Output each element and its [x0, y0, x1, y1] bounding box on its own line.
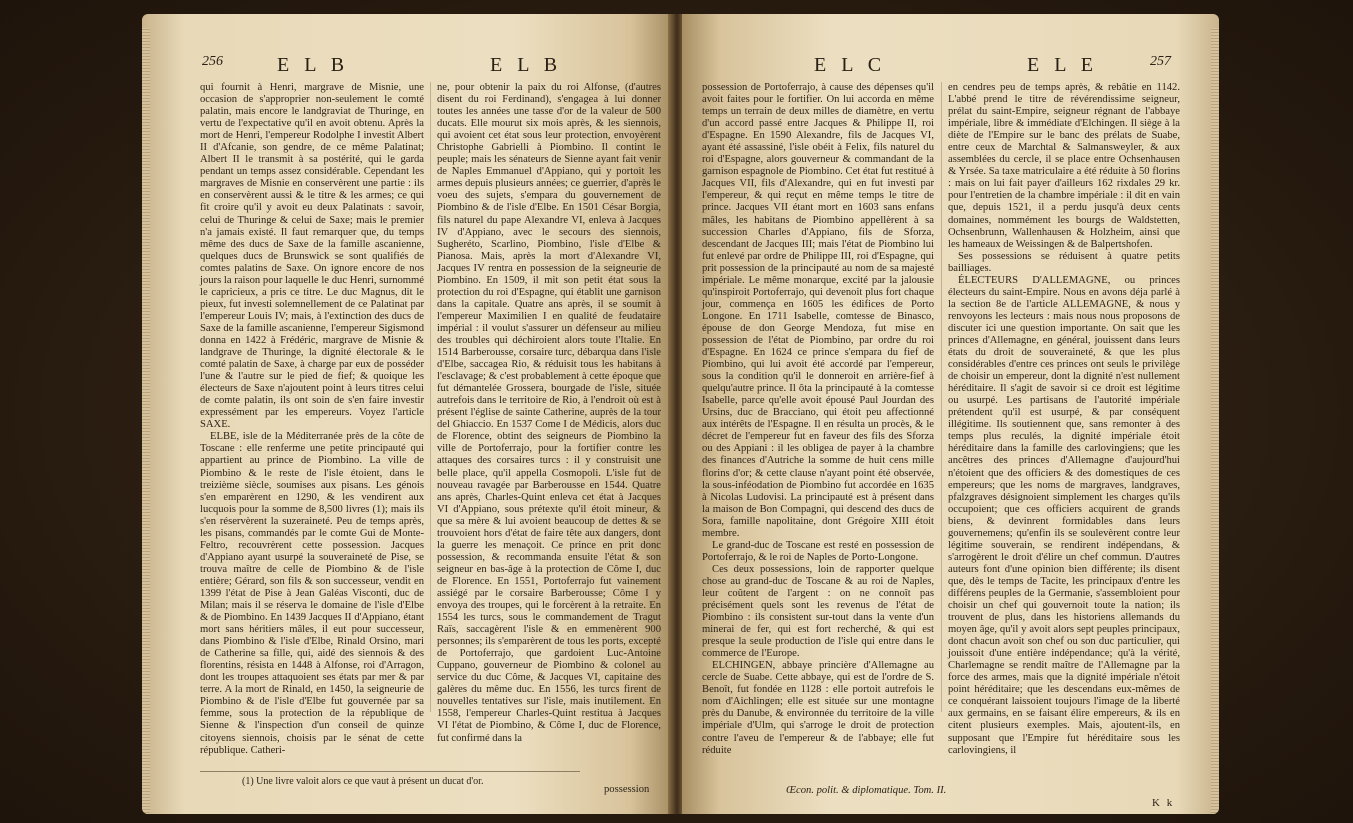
paragraph: en cendres peu de temps après, & rebâtie en 1142. L'abbé prend le titre de révérendissime seigneur, prélat du saint-Empire, seigneur régnant de l'abbaye impériale, libre & immédiate d'Elchingen. Il siège à la diète de l'Empire sur le banc des prélats de Suabe, entre ceux de Marchtal & Salmansweyler, & aux assemblées du cercle, il se place entre Ochsenhausen & Yrsée. Sa taxe matriculaire a été réduite à 50 florins : mais on lui fait payer d'ailleurs 162 rixdales 29 kr. pour l'entretien de la chambre impériale : il dit en vain que, depuis 1521, il a perdu jusqu'à deux cents domaines, nommément les bourgs de Waldstetten, Ochsenbrunn, Wallenhausen & Holzheim, ainsi que les hameaux de Weissingen & de Balpertshofen. — [948, 82, 1180, 250]
footnote-rule — [200, 771, 580, 772]
paragraph: ELBE, isle de la Méditerranée près de la côte de Toscane : elle renferme une petite principauté qui appartient au prince de Piombino. La ville de Piombino & le reste de l'isle étoient, dans le treizième siècle, soumises aux pisans. Les génois s'en emparèrent en 1290, & les vendirent aux lucquois pour la somme de 8,500 livres (1); mais ils s'en réservèrent la suzeraineté. Peu de temps après, les pisans, commandés par le comte Gui de Monte-Feltro, recouvrèrent cette possession. Jacques d'Appiano ayant usurpé la souveraineté de Pise, se trouva maître de celle de Piombino & de l'isle entière; Gérard, son fils & son successeur, vendit en 1399 l'état de Pise à Jean Galéas Visconti, duc de Milan; mais il se réserva le domaine de l'isle d'Elbe & de Piombino. En 1439 Jacques II d'Appiano, étant mort sans héritiers mâles, il eut pour successeur, dans Piombino & l'isle d'Elbe, Rinald Orsino, mari de Catherine sa fille, qui, aidé des siennois & des florentins, résista en 1448 à Alfonse, roi d'Arragon, dont les troupes attaquoient ses états par mer & par terre. A la mort de Rinald, en 1450, la seigneurie de Piombino & de l'isle d'Elbe fut gouvernée par sa femme, sous la protection de la république de Sienne & l'inspection d'un conseil de quinze citoyens siennois, choisis par le sénat de cette république. Catheri- — [200, 431, 424, 756]
left-page-column-2 — [437, 82, 661, 745]
paragraph: ELCHINGEN, abbaye princière d'Allemagne au cercle de Suabe. Cette abbaye, qui est de l'ordre de S. Benoît, fut fondée en 1128 : elle portoit autrefois le nom d'Aichlingen; elle est située sur une montagne près du Danube, & environnée du territoire de la ville impériale d'Ulm, qui s'arroge le droit de protection contre l'aveu de l'empereur & de l'abbaye; elle fut réduite — [702, 660, 934, 756]
right-page-column-1 — [702, 82, 934, 757]
running-head-text: E L C — [814, 54, 887, 76]
running-head-text: E L E — [1027, 54, 1098, 76]
paragraph: possession de Portoferrajo, à cause des dépenses qu'il avoit faites pour le fortifier. On lui accorda en même temps un terrain de deux milles de diamètre, en vertu d'un accord passé entre Jacques & Philippe II, roi d'Espagne. En 1590 Alexandre, fils de Jacques VI, ayant été assassiné, l'isle obéit à Felix, fils naturel du roi d'Espagne, alors gouverneur & commandant de la garnison espagnole de Piombino. Cet état fut restitué à Jacques VII, fils d'Alexandre, qui en fut investi par l'empereur, & qui reçut en même temps le titre de prince. Jacques VII étant mort en 1603 sans enfans mâles, les habitans de Piombino appellèrent à sa succession Charles d'Appiano, fils de Sforza, descendant de Jacques III; mais l'état de Piombino lui fut enlevé par ordre de Philippe III, roi d'Espagne, qui prit possession de la principauté au nom de sa majesté impériale. Le même monarque, excité par la jalousie qu'inspiroit Portoferrajo, qui devenoit plus fort chaque jour, commença en 1605 les édifices de Porto Longone. En 1711 Isabelle, comtesse de Binasco, épouse de don George Mendoza, fut mise en possession de l'état de Piombino, par ordre du roi d'Espagne. En 1624 ce prince s'empara du fief de Piombino, qui lui avoit été accordé par l'empereur, sous la condition qu'il le donneroit en arrière-fief à quelqu'autre prince. Il ôta la principauté à la comtesse Isabelle, parce qu'elle avoit épousé Paul Jourdan des Ursins, duc de Bracciano, qui étoit peu affectionné aux intérêts de l'Espagne. Il en résulta un procès, & le décret de l'empereur fut en faveur des fils des Sforza ou des Appiani : il les obligea de payer à la chambre des finances d'Autriche la somme de huit cens mille florins d'or; & cette clause n'ayant point été observée, la sous-inféodation de Piombino fut accordée en 1635 à Nicolas Ludovisi. La principauté est à présent dans la maison de Bon Compagni, qui descend des ducs de Sora, famille napolitaine, dont Grégoire XIII étoit membre. — [702, 82, 934, 539]
column-divider — [941, 82, 942, 712]
right-page-column-2 — [948, 82, 1180, 757]
paragraph: ne, pour obtenir la paix du roi Alfonse, (d'autres disent du roi Ferdinand), s'engagea à lui donner toutes les années une tasse d'or de la valeur de 500 ducats. Elle mourut six mois après, & les siennois, qui avoient cet état sous leur protection, envoyèrent Christophe Gabrielli à Piombino. Il contint le peuple; mais les sénateurs de Sienne ayant fait venir de Naples Emmanuel d'Appiano, qui y portoit les armes depuis plusieurs années; ce guerrier, d'après le voeu des sujets, s'empara du gouvernement de Piombino & de l'isle d'Elbe. En 1501 César Borgia, fils naturel du pape Alexandre VI, enleva à Jacques IV d'Appiano, avec le secours des siennois, Sugheréto, Scarlino, Piombino, l'isle d'Elbe & Pianosa. Mais, après la mort d'Alexandre VI, Jacques IV rentra en possession de la seigneurie de Piombino. En 1509, il mit son petit état sous la protection du roi d'Espagne, qui établit une garnison dans la capitale. Quatre ans après, il se soumit à l'empereur Maximilien I en qualité de feudataire impérial : il voulut s'assurer un défenseur au milieu des troubles qui déchiroient alors toute l'Italie. En 1514 Barberousse, corsaire turc, débarqua dans l'isle d'Elbe, saccagea Rio, & réduisit tous les habitans à l'esclavage; & c'est probablement à cette époque que fut démantelée Grossera, bourgade de l'isle, située autrefois dans le territoire de Rio, à l'endroit où est à présent l'église de sainte Catherine, auprès de la tour del Ghiaccio. En 1537 Come I de Médicis, alors duc de Florence, obtint des seigneurs de Piombino la ville de Portoferrajo, pour la fortifier contre les attaques des corsaires turcs : il y construisit une belle place, qu'il appella Cosmopoli. L'isle fut de nouveau ravagée par Barberousse en 1544. Quatre ans après, Charles-Quint enleva cet état à Jacques VI d'Appiano, sous prétexte qu'il étoit mineur, & que sa mère & lui avoient beaucoup de dettes & se trouvoient hors d'état de faire tête aux dangers, dont la guerre les menaçoit. Ce prince en prit donc possession, & recommanda ensuite l'état & son seigneur en bas-âge à la protection de Côme I, duc de Florence. En 1551, Portoferrajo fut vainement assiégé par le corsaire Barberousse; Côme I y envoya des troupes, qui le forcèrent à la retraite. En 1554 les turcs, sous le commandement de Tragut Raïs, saccagèrent l'isle & en emmenèrent 900 personnes; ils s'emparèrent de tous les ports, excepté de Portoferrajo, que gardoient Luc-Antoine Cuppano, gouverneur de Piombino & colonel au service du duc Côme, & Jacques VI, capitaine des galères du même duc. En 1556, les turcs firent de nouvelles tentatives sur l'isle, mais inutilement. En 1558, l'empereur Charles-Quint restitua à Jacques VI l'état de Piombino, & Côme I, duc de Florence, fut confirmé dans la — [437, 82, 661, 744]
signature-mark: K k — [1152, 797, 1175, 809]
left-page-edge — [142, 28, 150, 814]
right-page — [682, 14, 1219, 814]
paragraph: Ses possessions se réduisent à quatre petits bailliages. — [948, 250, 1180, 274]
right-running-head — [682, 54, 1219, 80]
paragraph: qui fournit à Henri, margrave de Misnie, une occasion de s'approprier non-seulement le comté palatin, mais encore le landgraviat de Thuringe, en vertu de l'expectative qu'il en avoit obtenu. Après la mort de Henri, l'empereur Rodolphe I investit Albert II d'Afcanie, son gendre, de ce même Palatinat; Albert II le transmit à sa postérité, qui le garda pendant un temps assez considérable. Cependant les margraves de Misnie en conservèrent une partie : ils en conservèrent aussi & le titre & les armes; ce qui fit croire qu'il y avoit eu deux Palatinats : savoir, celui de Thuringe & celui de Saxe; mais le premier n'a jamais existé. Il faut remarquer que, du temps même des ducs de Saxe de la famille ascanienne, quelques ducs de Brunswick se sont qualifiés de comtes palatins de Saxe. On ignore encore de nos jours la raison pour laquelle le duc Henri, surnommé le capricieux, a pris ce titre. Le duc Magnus, dit le pieux, fut investi solemnellement de ce Palatinat par l'empereur Louis IV; mais, à l'extinction des ducs de Saxe de la famille ascanienne, l'empereur Sigismond donna en 1422 à Frédéric, margrave de Misnie & landgrave de Thuringe, la dignité électorale & le comté palatin de Saxe, à charge par eux de posséder l'une & l'autre sur le pied de fief; & quoique les électeurs de Saxe n'ajoutent point à leurs titres celui de comte palatin, ils ont soin de s'en faire investir expressément par les empereurs. Voyez l'article SAXE. — [200, 82, 424, 431]
signature-line: Œcon. polit. & diplomatique. Tom. II. — [786, 785, 947, 796]
left-running-head — [142, 54, 672, 80]
left-page-column-1 — [200, 82, 424, 757]
paragraph: ÉLECTEURS D'ALLEMAGNE, ou princes électeurs du saint-Empire. Nous en avons déja parlé à la section 8e de l'article ALLEMAGNE, & nous y renvoyons les lecteurs : mais nous nous proposons de discuter ici une question importante. On sait que les princes d'Allemagne, en général, jouissent dans leurs états du droit de souveraineté, & que les plus considérables d'entre ces princes ont seuls le privilège de choisir un empereur, dont la dignité n'est nullement héréditaire. Il s'agit de savoir si ce droit est légitime ou usurpé. Les partisans de l'autorité impériale prétendent qu'il est usurpé, & par conséquent illégitime. Ils soutiennent que, sans remonter à des temps plus reculés, la dignité impériale étoit héréditaire dans la famille des carlovingiens; que les ancêtres des princes d'Allemagne d'aujourd'hui n'étoient que des officiers & des domestiques de ces empereurs; que les noms de margraves, landgraves, pfalzgraves désignoient simplement les charges qu'ils occupoient; que ces officiers acquirent de grands biens, & devinrent formidables dans leurs gouvernemens; qu'enfin ils se soulevèrent contre leur légitime souverain, se rendirent indépendans, & s'arrogèrent le droit d'élire un chef commun. D'autres auteurs font d'une opinion bien différente; ils disent que, dès le temps de Tacite, les principaux d'entre les différens peuples de la Germanie, s'assembloient pour choisir un chef qui gouvernoit toute la nation; ils trouvent de plus, dans les historiens allemands du moyen âge, qu'il y avoit alors sept peuples principaux, dont chacun avoit son chef ou son duc particulier, qui jouissoit d'une entière indépendance; qu'à la vérité, Charlemagne se rendit maître de l'Allemagne par la force des armes, mais que la dignité impériale n'étoit point héréditaire; que les descendans eux-mêmes de ce conquérant laissoient toujours l'image de la liberté aux germains, en se faisant élire empereurs, & ils en citent plusieurs exemples. Mais, ajoutent-ils, en supposant que l'Empire fut héréditaire sous les carlovingiens, il — [948, 274, 1180, 756]
left-page — [142, 14, 672, 814]
column-divider — [430, 82, 431, 712]
catchword: possession — [604, 784, 650, 795]
paragraph: Ces deux possessions, loin de rapporter quelque chose au grand-duc de Toscane & au roi de Naples, leur coûtent de l'argent : on ne connoît pas précisément quels sont les revenus de l'état de Piombino : ils consistent sur-tout dans la vente d'un minerai de fer, qui est fort recherché, & qui est presque la seule production de l'isle qui entre dans le commerce de l'Europe. — [702, 563, 934, 660]
right-page-edge — [1211, 28, 1219, 814]
footnote: (1) Une livre valoit alors ce que vaut à présent un ducat d'or. — [242, 776, 484, 787]
page-number: 256 — [202, 54, 223, 69]
paragraph: Le grand-duc de Toscane est resté en possession de Portoferrajo, & le roi de Naples de Porto-Longone. — [702, 539, 934, 563]
running-head-text: E L B — [490, 54, 563, 76]
running-head-text: E L B — [277, 54, 350, 76]
page-number: 257 — [1150, 54, 1171, 69]
